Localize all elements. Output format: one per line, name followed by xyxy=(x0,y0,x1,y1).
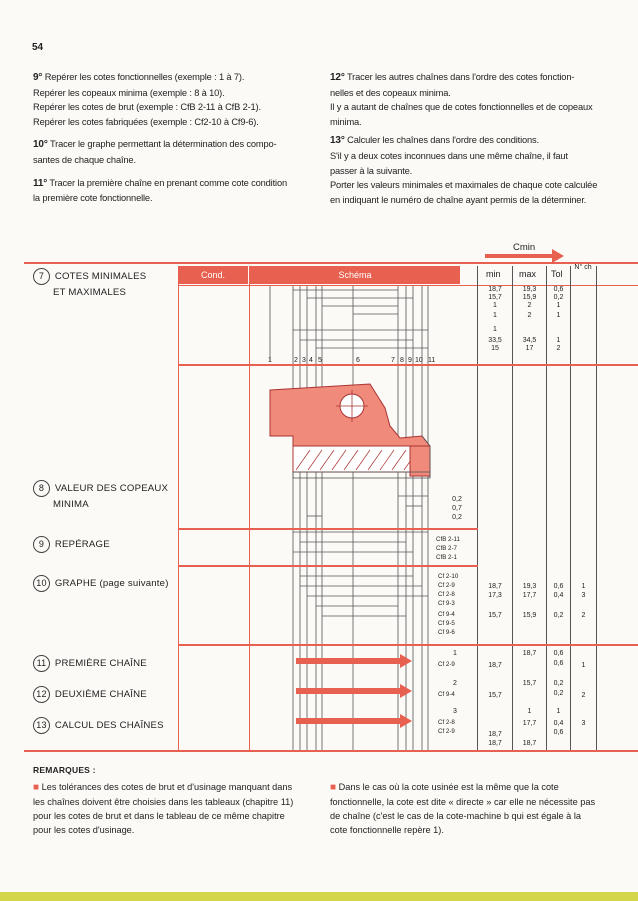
graph-max-1: 19,3 xyxy=(522,583,537,590)
step-13-line-3: passer à la suivante. xyxy=(330,165,413,176)
header-tol: Tol xyxy=(551,269,563,279)
surface-number-9: 9 xyxy=(408,357,412,364)
sep-line-4 xyxy=(178,644,638,646)
surface-number-3: 3 xyxy=(302,357,306,364)
chain-3-last-min: 18,7 xyxy=(488,740,502,747)
section-9-number: 9 xyxy=(33,536,50,553)
chain-2-arrow xyxy=(296,688,402,694)
minmax-max-1: 15,9 xyxy=(522,294,537,301)
section-10-number: 10 xyxy=(33,575,50,592)
remark-left-line-1: Les tolérances des cotes de brut et d'usinage manquant dans xyxy=(41,782,293,792)
graph-n-1: 1 xyxy=(581,583,586,590)
chain-3-last-max: 18,7 xyxy=(522,740,537,747)
chain-1-tol: 0,6 xyxy=(553,650,564,657)
surface-number-8: 8 xyxy=(400,357,404,364)
remark-left-line-4: pour les cotes d'usinage. xyxy=(33,825,135,835)
step-11-line-1: Tracer la première chaîne en prenant comme cote condition xyxy=(49,177,287,188)
section-12-title: DEUXIÈME CHAÎNE xyxy=(54,689,147,700)
sep-line-3 xyxy=(178,565,478,567)
surface-number-2: 2 xyxy=(294,357,298,364)
step-9-line-2: Repérer les copeaux minima (exemple : 8 à 10). xyxy=(33,87,225,98)
copeau-2: 0,2 xyxy=(452,514,462,521)
step-9-number: 9° xyxy=(33,72,43,83)
chain-1-n: 1 xyxy=(581,662,586,669)
surface-number-10: 10 xyxy=(415,357,423,364)
chain-1-cond: 1 xyxy=(453,650,457,657)
minmax-min-0: 18,7 xyxy=(488,286,502,293)
step-9-line-4: Repérer les cotes fabriquées (exemple : Cf2-10 à Cf9-6). xyxy=(33,116,259,127)
col-sep-cond-left xyxy=(178,266,179,750)
minmax-max-5: 34,5 xyxy=(522,337,537,344)
remark-left-line-3: pour les cotes de brut et dans le tableau de ce même chapitre xyxy=(33,811,285,821)
chain-3-top-min: 1 xyxy=(527,708,532,715)
section-12-number: 12 xyxy=(33,686,50,703)
minmax-tol-1: 0,2 xyxy=(553,294,564,301)
cmin-label: Cmin xyxy=(513,242,536,253)
header-nch: N° ch xyxy=(574,264,592,271)
chain-1-arrow xyxy=(296,658,402,664)
surface-number-11: 11 xyxy=(428,357,436,364)
section-7 xyxy=(33,268,146,300)
copeau-0: 0,2 xyxy=(452,496,462,503)
remark-left-bullet: ■ xyxy=(33,782,40,793)
graph-max-2: 17,7 xyxy=(522,592,537,599)
brut-code-0: CfB 2-11 xyxy=(436,536,460,543)
brut-code-1: CfB 2-7 xyxy=(436,545,457,552)
minmax-tol-0: 0,6 xyxy=(553,286,564,293)
chain-3-code-1: Cf 2-9 xyxy=(438,728,455,735)
chain-1-max: 18,7 xyxy=(522,650,537,657)
chain-2-cond: 2 xyxy=(453,680,457,687)
graph-min-2: 17,3 xyxy=(488,592,502,599)
graph-code-2: Cf 2-8 xyxy=(438,591,455,598)
chain-1-min: 18,7 xyxy=(488,662,502,669)
section-8-number: 8 xyxy=(33,480,50,497)
col-sep-tol-n xyxy=(570,266,571,750)
remark-right-line-3: de chaîne (c'est le cas de la cote-machine b qui est égale à la xyxy=(330,811,581,821)
chain-3-arrow xyxy=(296,718,402,724)
section-11-number: 11 xyxy=(33,655,50,672)
minmax-min-6: 15 xyxy=(491,345,499,352)
remark-right xyxy=(330,780,598,837)
sep-line-1 xyxy=(178,364,638,366)
section-11 xyxy=(33,655,147,672)
graph-min-1: 18,7 xyxy=(488,583,502,590)
minmax-tol-6: 2 xyxy=(556,345,561,352)
step-13-line-2: S'il y a deux cotes inconnues dans une même chaîne, il faut xyxy=(330,150,568,161)
header-min: min xyxy=(486,269,501,279)
minmax-min-5: 33,5 xyxy=(488,337,502,344)
col-sep-n-right xyxy=(596,266,597,750)
remark-right-line-2: fonctionnelle, la cote est dite « directe » car elle ne nécessite pas xyxy=(330,797,596,807)
sep-line-2 xyxy=(178,528,478,530)
minmax-max-2: 2 xyxy=(527,302,532,309)
surface-number-7: 7 xyxy=(391,357,395,364)
surface-number-6: 6 xyxy=(356,357,360,364)
bottom-stripe xyxy=(0,892,638,901)
minmax-min-1: 15,7 xyxy=(488,294,502,301)
minmax-min-3: 1 xyxy=(493,312,497,319)
remark-right-line-4: cote fonctionnelle repère 1). xyxy=(330,825,444,835)
minmax-min-4: 1 xyxy=(493,326,497,333)
step-10-line-1: Tracer le graphe permettant la détermination des compo- xyxy=(49,139,277,150)
graph-n-4: 2 xyxy=(581,612,586,619)
step-12-line-4: minima. xyxy=(330,116,362,127)
surface-number-5: 5 xyxy=(318,357,322,364)
graph-code-3: Cf 9-3 xyxy=(438,600,455,607)
section-10 xyxy=(33,575,169,592)
graph-code-0: Cf 2-10 xyxy=(438,573,459,580)
chain-3-cond: 3 xyxy=(453,708,457,715)
chain-2-max: 15,7 xyxy=(522,680,537,687)
minmax-tol-2: 1 xyxy=(556,302,561,309)
chain-3-top-max: 1 xyxy=(556,708,561,715)
chain-3-arrowhead xyxy=(400,714,412,728)
remark-right-bullet: ■ xyxy=(330,782,337,793)
graph-max-4: 15,9 xyxy=(522,612,537,619)
minmax-tol-5: 1 xyxy=(556,337,561,344)
minmax-min-2: 1 xyxy=(493,302,497,309)
graph-tol-4: 0,2 xyxy=(553,612,564,619)
remark-left-line-2: les chaînes doivent être choisies dans les tableaux (chapitre 11) xyxy=(33,797,294,807)
step-13-line-4: Porter les valeurs minimales et maximales de chaque cote calculée xyxy=(330,180,598,191)
section-13 xyxy=(33,717,164,734)
section-7-title: COTES MINIMALES xyxy=(54,271,147,282)
section-8-title-2: MINIMA xyxy=(53,499,89,510)
step-11-line-2: la première cote fonctionnelle. xyxy=(33,193,153,204)
step-11-number: 11° xyxy=(33,177,48,189)
section-9-title: REPÉRAGE xyxy=(54,539,110,550)
surface-number-1: 1 xyxy=(268,357,272,364)
section-13-title: CALCUL DES CHAÎNES xyxy=(54,720,164,731)
chain-3-tol: 0,4 xyxy=(553,720,564,727)
cmin-arrow xyxy=(485,254,555,258)
remark-left xyxy=(33,780,305,837)
header-max: max xyxy=(519,269,537,279)
copeau-1: 0,7 xyxy=(452,505,462,512)
minmax-tol-3: 1 xyxy=(556,312,561,319)
section-10-title: GRAPHE (page suivante) xyxy=(54,578,169,589)
remark-right-line-1: Dans le cas où la cote usinée est la même que la cote xyxy=(338,782,559,792)
chain-3-code-0: Cf 2-8 xyxy=(438,719,455,726)
chain-3-min2: 18,7 xyxy=(488,731,502,738)
header-schema: Schéma xyxy=(250,266,460,284)
step-12-number: 12° xyxy=(330,72,345,83)
step-12-line-2: nelles et des copeaux minima. xyxy=(330,87,451,98)
graph-min-4: 15,7 xyxy=(488,612,502,619)
chain-2-arrowhead xyxy=(400,684,412,698)
graph-code-5: Cf 9-5 xyxy=(438,620,455,627)
step-13-number: 13° xyxy=(330,135,345,147)
chain-2-code: Cf 9-4 xyxy=(438,691,455,698)
chain-2-tol: 0,2 xyxy=(553,680,564,687)
right-instructions xyxy=(330,70,600,207)
chain-2-n: 2 xyxy=(581,692,586,699)
minmax-max-6: 17 xyxy=(525,345,534,352)
minmax-max-0: 19,3 xyxy=(522,286,537,293)
step-12-line-3: Il y a autant de chaînes que de cotes fonctionnelles et de copeaux xyxy=(330,102,593,113)
cmin-arrowhead xyxy=(552,249,564,263)
step-13-line-1: Calculer les chaînes dans l'ordre des conditions. xyxy=(347,135,539,146)
step-9-line-1: Repérer les cotes fonctionnelles (exemple : 1 à 7). xyxy=(44,72,245,82)
step-10-number: 10° xyxy=(33,139,48,151)
section-12 xyxy=(33,686,147,703)
section-8-title: VALEUR DES COPEAUX xyxy=(54,483,169,494)
chain-2-tol2: 0,2 xyxy=(553,690,564,697)
table-bottom-rule xyxy=(24,750,638,752)
section-9 xyxy=(33,536,110,553)
step-9-line-3: Repérer les cotes de brut (exemple : CfB 2-11 à CfB 2-1). xyxy=(33,102,261,113)
table-top-rule xyxy=(24,262,638,264)
surface-number-4: 4 xyxy=(309,357,313,364)
section-11-title: PREMIÈRE CHAÎNE xyxy=(54,658,147,669)
header-cond: Cond. xyxy=(178,266,248,284)
chain-3-tol2: 0,6 xyxy=(553,729,564,736)
section-7-number: 7 xyxy=(33,268,50,285)
graph-n-2: 3 xyxy=(581,592,586,599)
minmax-max-3: 2 xyxy=(527,312,532,319)
graph-code-1: Cf 2-9 xyxy=(438,582,455,589)
brut-code-2: CfB 2-1 xyxy=(436,554,457,561)
chain-2-min: 15,7 xyxy=(488,692,502,699)
page-number: 54 xyxy=(32,42,44,53)
remarks-title: REMARQUES : xyxy=(33,765,96,775)
step-10-line-2: santes de chaque chaîne. xyxy=(33,154,136,165)
step-12-line-1: Tracer les autres chaînes dans l'ordre des cotes fonction- xyxy=(346,72,575,82)
graph-code-6: Cf 9-6 xyxy=(438,629,455,636)
chain-1-arrowhead xyxy=(400,654,412,668)
section-13-number: 13 xyxy=(33,717,50,734)
section-8 xyxy=(33,480,168,512)
graph-tol-2: 0,4 xyxy=(553,592,564,599)
left-instructions xyxy=(33,70,303,206)
graph-tol-1: 0,6 xyxy=(553,583,564,590)
chain-1-tol2: 0,6 xyxy=(553,660,564,667)
chain-3-n: 3 xyxy=(581,720,586,727)
section-7-title-2: ET MAXIMALES xyxy=(53,287,127,298)
chain-3-mid-max: 17,7 xyxy=(522,720,537,727)
step-13-line-5: en indiquant le numéro de chaîne ayant permis de la déterminer. xyxy=(330,194,587,205)
chain-1-code: Cf 2-9 xyxy=(438,661,455,668)
graph-code-4: Cf 9-4 xyxy=(438,611,455,618)
